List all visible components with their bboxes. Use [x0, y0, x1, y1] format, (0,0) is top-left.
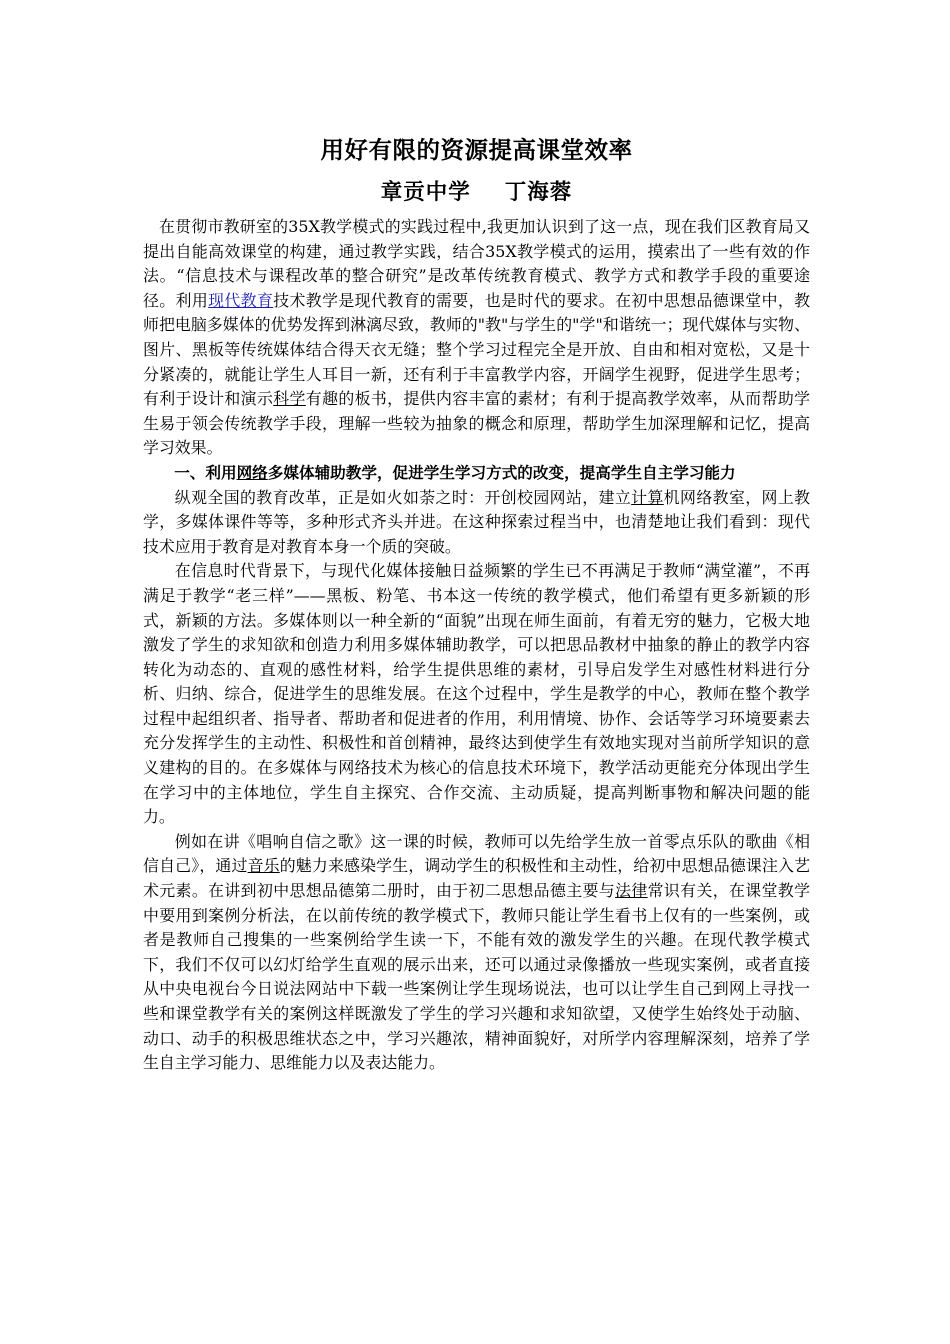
intro-text-3: 有趣的板书，提供内容丰富的素材；有利于提高教学效率，从而帮助学生易于领会传统教学手段，理解一些较为抽象的概念和原理，帮助学生加深理解和记忆，提高学习效果。 [143, 389, 811, 458]
author-school: 章贡中学 [380, 180, 471, 205]
author-line [143, 177, 810, 209]
page-title: 用好有限的资源提高课堂效率 [320, 136, 633, 164]
link-science[interactable]: 科学 [273, 389, 306, 409]
section-heading-1 [143, 461, 810, 486]
link-network[interactable]: 网络 [236, 463, 268, 482]
author-name: 丁海蓉 [504, 180, 573, 205]
document-body [143, 128, 810, 1076]
heading-text-2: 多媒体辅助教学，促进学生学习方式的改变，提高学生自主学习能力 [267, 463, 736, 482]
paragraph-2 [143, 486, 810, 560]
para2-text-2: 机网络教室，网上教学，多媒体课件等等，多种形式齐头并进。在这种探索过程当中，也清楚地让我们看到：现代技术应用于教育是对教育本身一个质的突破。 [143, 487, 811, 556]
para4-text-1: 例如在讲《唱响自信之歌》这一课的时候，教师可以先给学生放一首零点乐队的歌曲《相信自己》，通过 [143, 831, 810, 876]
intro-text-1: 在贯彻市教研室的35X教学模式的实践过程中,我更加认识到了这一点，现在我们区教育局又提出自能高效课堂的构建，通过教学实践，结合35X教学模式的运用，摸索出了一些有效的作法。“信息技术与课程改革的整合研究”是改革传统教育模式、教学方式和教学手段的重要途径。利用 [143, 217, 810, 310]
para4-text-3: 常识有关，在课堂教学中要用到案例分析法，在以前传统的教学模式下，教师只能让学生看书上仅有的一些案例，或者是教师自己搜集的一些案例给学生读一下，不能有效的激发学生的兴趣。在现代教学模式下，我们不仅可以幻灯给学生直观的展示出来，还可以通过录像播放一些现实案例，或者直接从中央电视台今日说法网站中下载一些案例让学生现场说法，也可以让学生自己到网上寻找一些和课堂教学有关的案例这样既激发了学生的学习兴趣和求知欲望，又使学生始终处于动脑、动口、动手的积极思维状态之中，学习兴趣浓，精神面貌好，对所学内容理解深刻，培养了学生自主学习能力、思维能力以及表达能力。 [143, 881, 811, 1073]
link-modern-education[interactable]: 现代教育 [208, 290, 274, 310]
intro-text-2: 技术教学是现代教育的需要，也是时代的要求。在初中思想品德课堂中，教师把电脑多媒体的优势发挥到淋漓尽致，教师的"教"与学生的"学"和谐统一；现代媒体与实物、图片、黑板等传统媒体结合得天衣无缝；整个学习过程完全是开放、自由和相对宽松，又是十分紧凑的，就能让学生人耳目一新，还有利于丰富教学内容，开阔学生视野，促进学生思考；有利于设计和演示 [143, 290, 811, 409]
para4-text-2: 的魅力来感染学生，调动学生的积极性和主动性，给初中思想品德课注入艺术元素。在讲到初中思想品德第二册时，由于初二思想品德主要与 [143, 856, 811, 901]
heading-text-1: 一、利用 [174, 463, 237, 482]
paragraph-3: 在信息时代背景下，与现代化媒体接触日益频繁的学生已不再满足于教师“满堂灌”，不再满足于教学“老三样”——黑板、粉笔、书本这一传统的教学模式，他们希望有更多新颖的形式，新颖的方法。多媒体则以一种全新的“面貌”出现在师生面前，有着无穷的魅力，它极大地激发了学生的求知欲和创造力利用多媒体辅助教学，可以把思品教材中抽象的静止的教学内容转化为动态的、直观的感性材料，给学生提供思维的素材，引导启发学生对感性材料进行分析、归纳、综合，促进学生的思维发展。在这个过程中，学生是教学的中心，教师在整个教学过程中起组织者、指导者、帮助者和促进者的作用，利用情境、协作、会话等学习环境要素去充分发挥学生的主动性、积极性和首创精神，最终达到使学生有效地实现对当前所学知识的意义建构的目的。在多媒体与网络技术为核心的信息技术环境下，教学活动更能充分体现出学生在学习中的主体地位，学生自主探究、合作交流、主动质疑，提高判断事物和解决问题的能力。 [143, 561, 810, 827]
link-music[interactable]: 音乐 [247, 856, 280, 876]
link-law[interactable]: 法律 [615, 881, 648, 901]
paragraph-4 [143, 830, 810, 1076]
link-computer[interactable]: 计算 [631, 487, 664, 507]
intro-paragraph [143, 215, 810, 461]
para2-text-1: 纵观全国的教育改革，正是如火如荼之时：开创校园网站，建立 [174, 487, 632, 507]
